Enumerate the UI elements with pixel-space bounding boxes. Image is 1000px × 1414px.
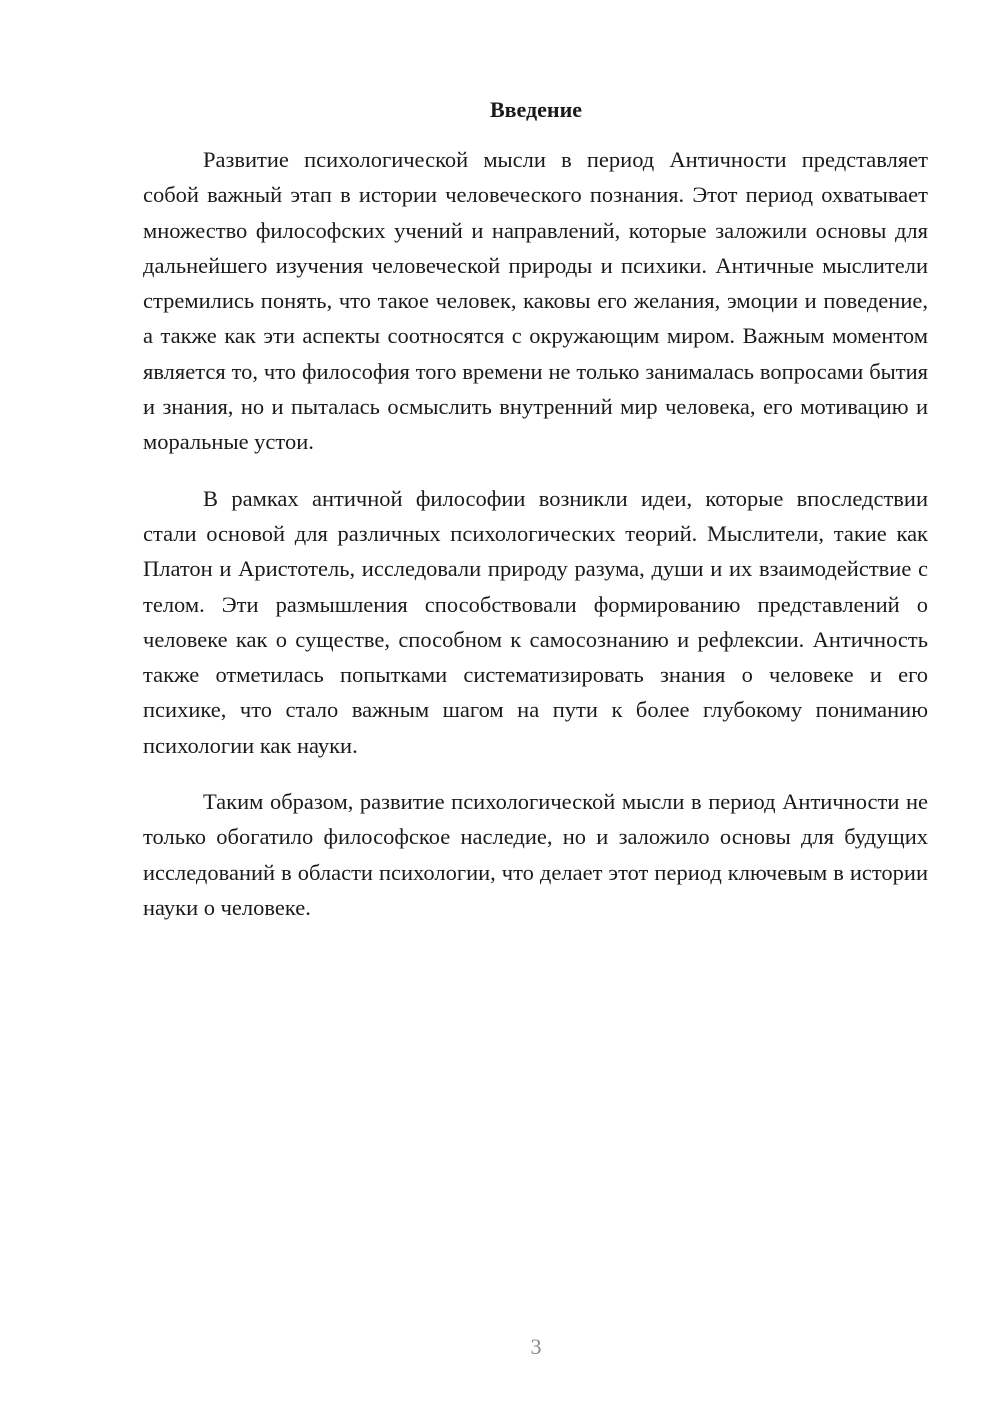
paragraph-1: Развитие психологической мысли в период Античности представляет собой важный этап в истории человеческого познания. Этот период охватывает множество философских учений и направлений, которые заложили основы для дальнейшего изучения человеческой природы и психики. Античные мыслители стремились понять, что такое человек, каковы его желания, эмоции и поведение, а также как эти аспекты соотносятся с окружающим миром. Важным моментом является то, что философия того времени не только занималась вопросами бытия и знания, но и пыталась осмыслить внутренний мир человека, его мотивацию и моральные устои. [143,147,928,455]
paragraph-2: В рамках античной философии возникли идеи, которые впоследствии стали основой для различных психологических теорий. Мыслители, такие как Платон и Аристотель, исследовали природу разума, души и их взаимодействие с телом. Эти размышления способствовали формированию представлений о человеке как о существе, способном к самосознанию и рефлексии. Античность также отметилась попытками систематизировать знания о человеке и его психике, что стало важным шагом на пути к более глубокому пониманию психологии как науки. [143,485,928,758]
page-number: 3 [530,1334,542,1359]
body-text [143,142,928,946]
paragraph-3: Таким образом, развитие психологической мысли в период Античности не только обогатило философское наследие, но и заложило основы для будущих исследований в области психологии, что делает этот период ключевым в истории науки о человеке. [143,789,928,920]
page-title: Введение [489,97,583,122]
